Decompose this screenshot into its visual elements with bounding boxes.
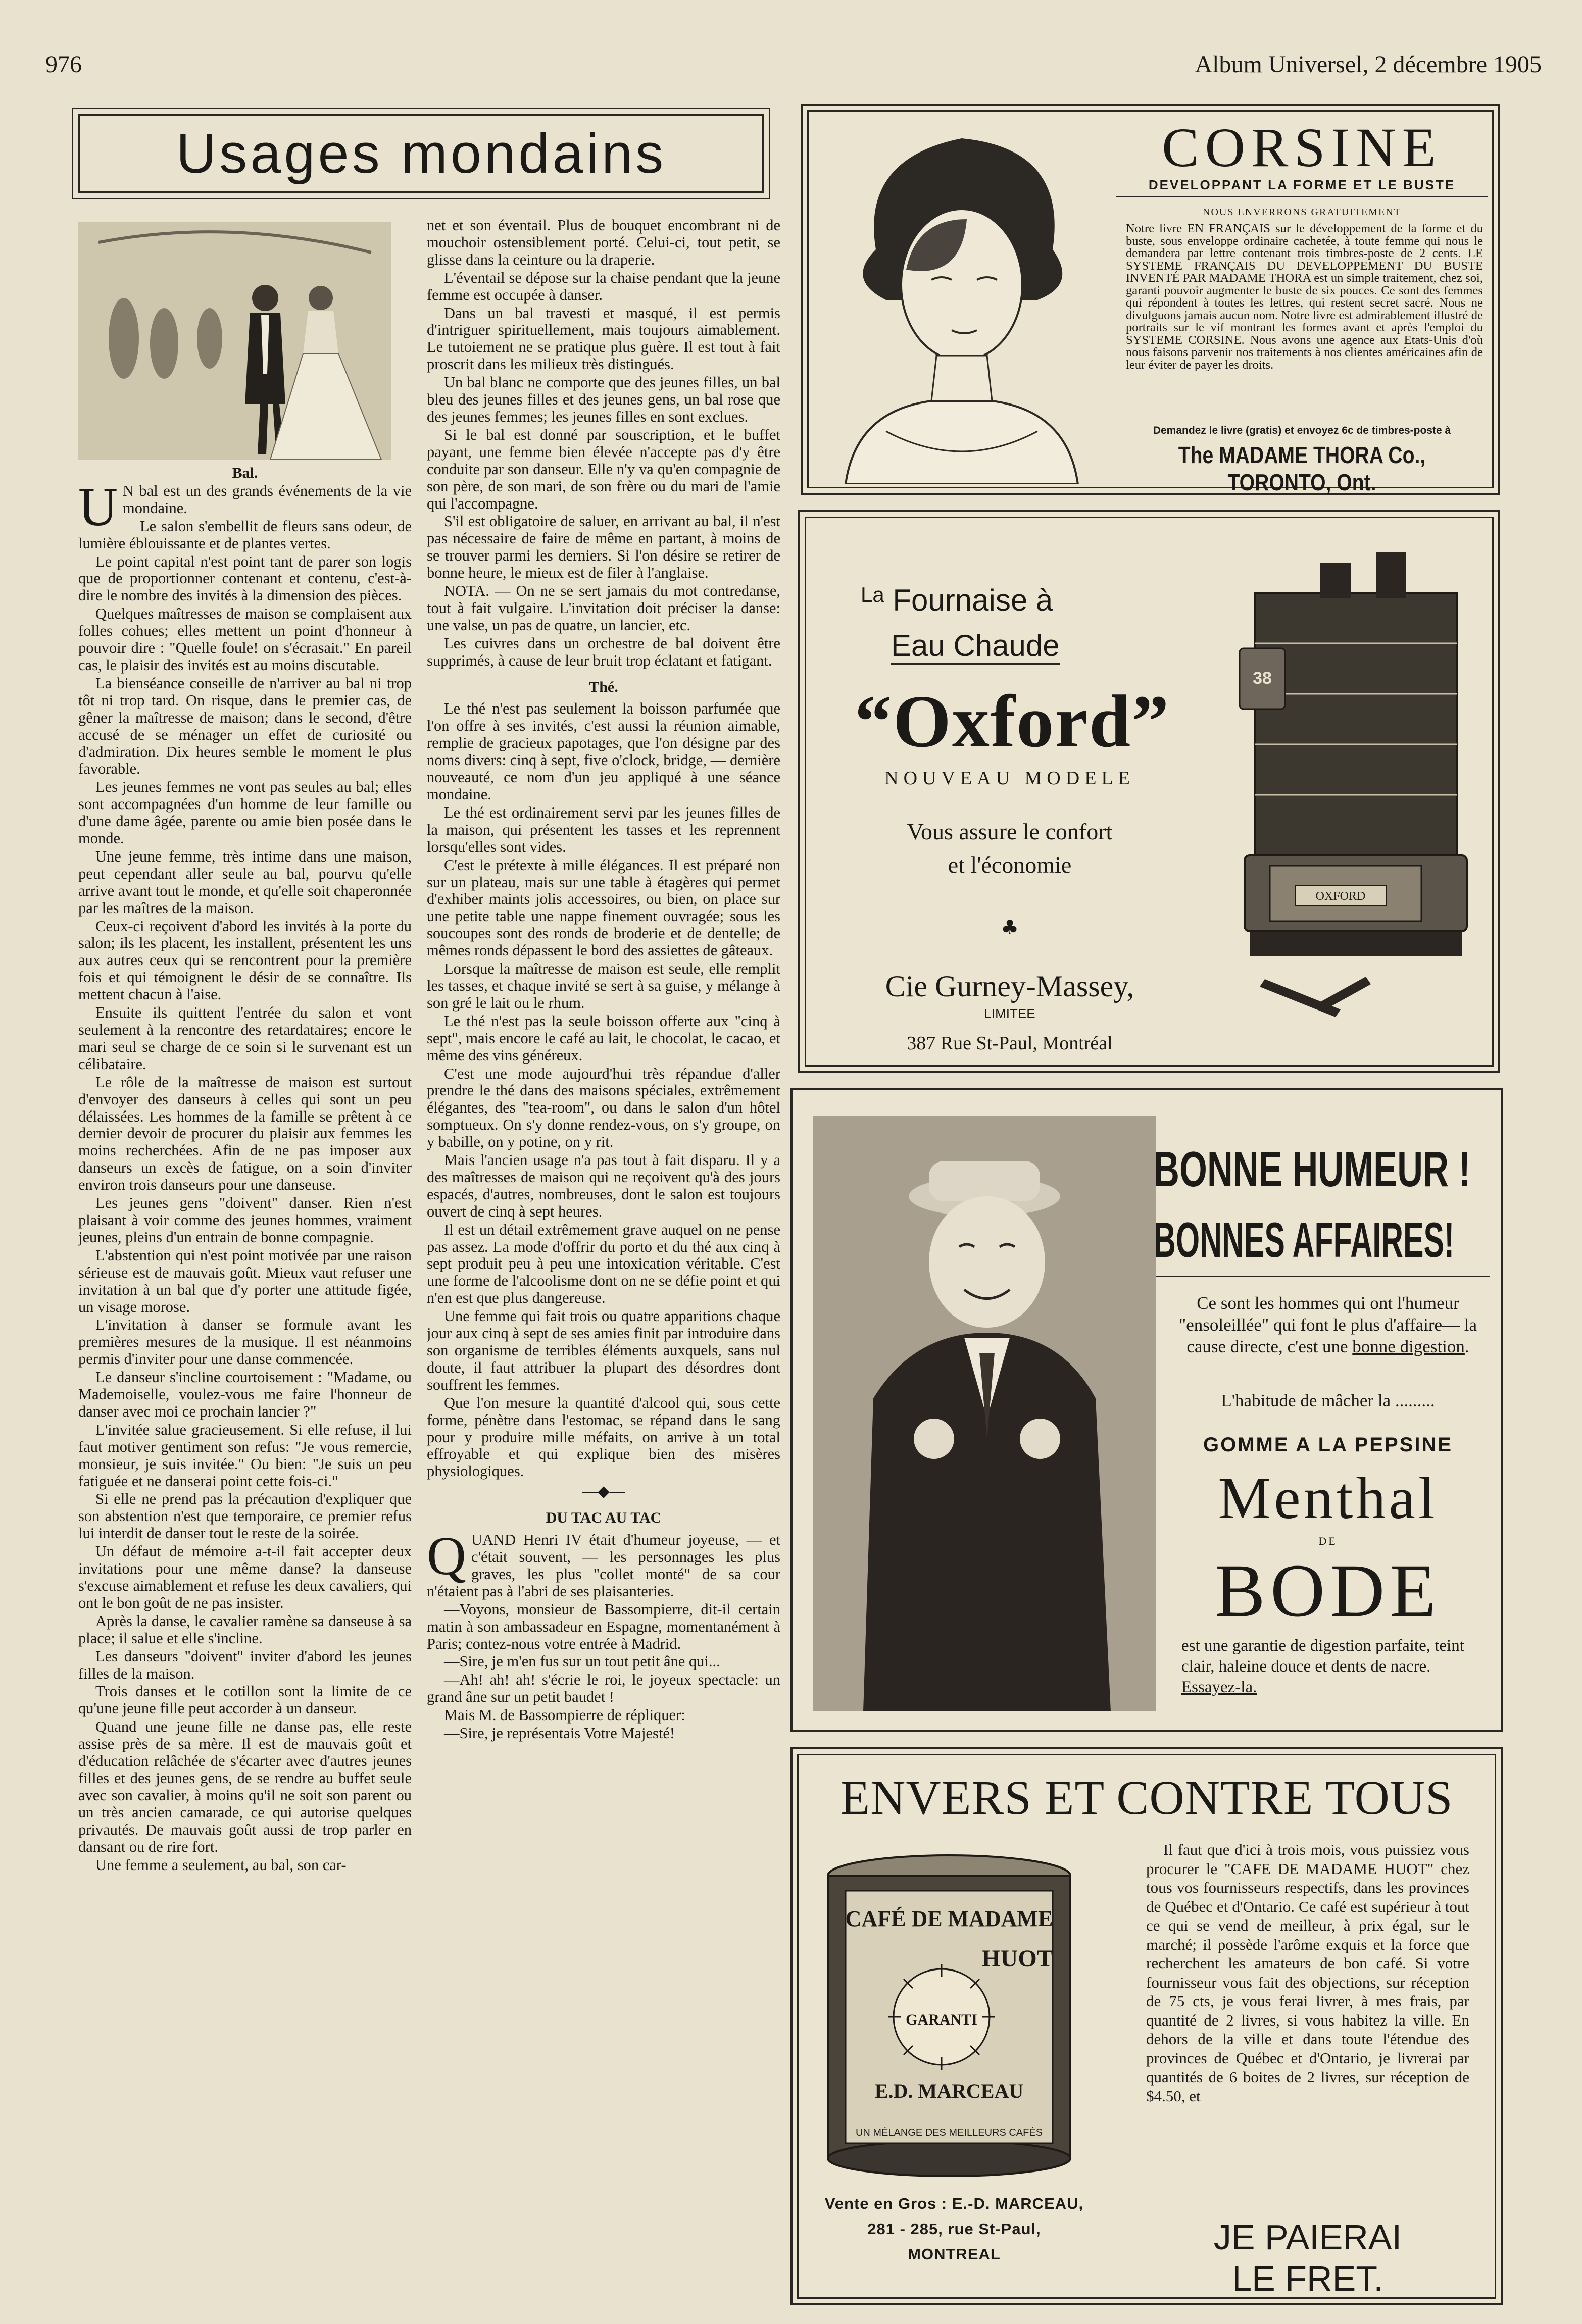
section-ornament: —◆—	[582, 1483, 625, 1500]
paragraph: Mais l'ancien usage n'a pas tout à fait disparu. Il y a des maîtresses de maison qui ne reçoivent qu'à des jours espacés, d'autres, nombreuses, dont le salon est toujours ouvert de cinq à sept heures.	[427, 1151, 780, 1220]
oxford-brand: “Oxford”	[854, 680, 1170, 763]
paragraph: NOTA. — On ne se sert jamais du mot contredanse, tout à fait vulgaire. L'invitation doit préciser la danse: une valse, un pas de quatre, un lancier, etc.	[427, 582, 780, 634]
paragraph: Mais M. de Bassompierre de répliquer:	[444, 1706, 685, 1724]
furnace-number: 38	[1253, 669, 1272, 688]
ad-oxford-furnace	[798, 510, 1500, 1073]
corsine-company: The MADAME THORA Co., TORONTO, Ont.	[1178, 442, 1426, 495]
woman-portrait-illustration	[815, 118, 1108, 484]
paragraph: Si le bal est donné par souscription, et le buffet payant, une femme bien élevée n'accepte pas d'y être conduite par son danseur. Elle n'y va qu'en compagnie de son père, de son mari, de son frère ou du mari de l'amie qui l'accompagne.	[427, 426, 780, 512]
huot-sales-3: MONTREAL	[908, 2245, 1001, 2263]
paragraph: UAND Henri IV était d'humeur joyeuse, — et c'était souvent, — les personnages les plus graves, les plus "collet monté" de sa cour n'étaient pas à l'abri de ses plaisanteries.	[427, 1531, 780, 1600]
huot-sales-1: Vente en Gros : E.-D. MARCEAU,	[824, 2195, 1084, 2212]
paragraph: L'abstention qui n'est point motivée par une raison sérieuse est de mauvais goût. Mieux vaut refuser une invitation à un bal que d'y porter une attitude figée, un visage morose.	[78, 1246, 412, 1316]
can-maker-label: E.D. MARCEAU	[874, 2080, 1024, 2102]
oxford-line-2: Eau Chaude	[891, 628, 1060, 665]
paragraph: Que l'on mesure la quantité d'alcool qui, sous cette forme, pénètre dans l'estomac, se répand dans le sang pour y produire mille méfaits, on arrive à un total effroyable et qui explique bien des misères physiologiques.	[427, 1394, 780, 1480]
ad-bode-gum	[790, 1088, 1503, 1732]
publication-date: Album Universel, 2 décembre 1905	[1195, 51, 1542, 78]
section-heading-the: Thé.	[589, 678, 618, 695]
paragraph: Le thé n'est pas seulement la boisson parfumée que l'on offre à ses invités, c'est aussi la réunion aimable, remplie de gracieux papotages, que l'on désigne par des noms divers: cinq à sept, five o'clock, bridge, — dernière nouveauté, ce nom d'un jeu appliqué à une séance mondaine.	[427, 700, 780, 803]
oxford-fournaise: Fournaise à	[893, 583, 1053, 617]
bode-menthal: Menthal	[1218, 1465, 1438, 1531]
paragraph: Le rôle de la maîtresse de maison est surtout d'envoyer des danseurs à celles qui sont un peu délaissées. Les hommes de la famille se prêtent à ce dernier devoir de procurer du plaisir aux femmes les moins recherchées. Afin de ne pas imposer aux danseurs un excès de fatigue, on a soin d'inviter environ trois danseurs pour une danseuse.	[78, 1073, 412, 1194]
paragraph: Les cuivres dans un orchestre de bal doivent être supprimés, à cause de leur bruit trop éclatant et fatigant.	[427, 634, 780, 669]
paragraph: Dans un bal travesti et masqué, il est permis d'intriguer spirituellement, mais toujours aimablement. Le tutoiement ne se pratique plus guère. Il est tout à fait proscrit dans les milieux très distingués.	[427, 304, 780, 373]
paragraph: Ensuite ils quittent l'entrée du salon et vont seulement à la rencontre des retardataires; encore le mari seul se charge de ce soin si le survenant est un célibataire.	[78, 1004, 412, 1073]
corsine-brand: CORSINE	[1162, 117, 1442, 178]
huot-wholesale	[813, 2191, 1096, 2267]
paragraph: Le point capital n'est point tant de parer son logis que de proportionner contenant et contenu, c'est-à-dire le nombre des invités à la dimension des pièces.	[78, 552, 412, 604]
drop-cap-u: U	[78, 477, 118, 537]
huot-headline: ENVERS ET CONTRE TOUS	[840, 1771, 1453, 1825]
oxford-assure-2: et l'économie	[948, 852, 1072, 878]
paragraph: S'il est obligatoire de saluer, en arrivant au bal, il n'est pas nécessaire de faire de même en partant, à moins de se trouver parmi les derniers. Si l'on désire se retirer de bonne heure, le mieux est de filer à l'anglaise.	[427, 513, 780, 582]
can-mid-label: HUOT	[981, 1945, 1053, 1972]
paragraph: Une jeune femme, très intime dans une maison, peut cependant aller seule au bal, pourvu qu'elle arrive avant tout le monde, et qu'elle soit chaperonnée par les maîtres de la maison.	[78, 847, 412, 917]
article-column-2	[427, 217, 780, 2303]
huot-freight	[1146, 2216, 1469, 2299]
paragraph: Trois danses et le cotillon sont la limite de ce qu'une jeune fille peut accorder à un danseur.	[78, 1683, 412, 1717]
paragraph: —Ah! ah! ah! s'écrie le roi, le joyeux spectacle: un grand âne sur un petit baudet !	[427, 1671, 780, 1706]
paragraph: Après la danse, le cavalier ramène sa danseuse à sa place; il salue et elle s'incline.	[78, 1612, 412, 1647]
bode-p1-a: Ce sont les hommes qui ont l'humeur "ensoleillée" qui font le plus d'affaire— la cause directe, c'est une	[1178, 1293, 1477, 1356]
huot-fret-2: LE FRET.	[1232, 2259, 1383, 2298]
paragraph: Les danseurs "doivent" inviter d'abord les jeunes filles de la maison.	[78, 1647, 412, 1682]
corsine-body: Notre livre EN FRANÇAIS sur le développement de la forme et du buste, sous enveloppe ordinaire cachetée, à toute femme qui nous le demandera par lettre contenant trois timbres-poste de 2 cents. LE SYSTEME FRANÇAIS DU DEVELOPPEMENT DU BUSTE INVENTÉ PAR MADAME THORA est un simple traitement, chez soi, garanti pouvoir augmenter le buste de six pouces. Ce sont des femmes qui répondent à toutes les lettres, qui restent secret sacré. Nous ne divulguons jamais aucun nom. Notre livre est admirablement illustré de portraits sur le vif montrant les formes avant et après l'emploi du SYSTEME CORSINE. Nous avons une agence aux Etats-Unis d'où nous faisons parvenir nos traitements à nos clientes américaines afin de leur éviter de payer les droits.	[1126, 222, 1483, 372]
illustration-caption: Bal.	[232, 465, 258, 481]
paragraph: Ceux-ci reçoivent d'abord les invités à la porte du salon; ils les placent, les installent, présentent les uns aux autres ceux qui se rencontrent pour la première fois et qui témoignent le désir de se connaître. Ils mettent chacun à l'aise.	[78, 917, 412, 1003]
paragraph: L'invitée salue gracieusement. Si elle refuse, il lui faut motiver gentiment son refus: "Je vous remercie, monsieur, je suis invitée." Ou bien: "Je suis un peu fatiguée et ne danserai point cette fois-ci."	[78, 1421, 412, 1490]
oxford-assure	[815, 815, 1204, 882]
bode-paragraph-2: L'habitude de mâcher la .........	[1221, 1391, 1435, 1410]
paragraph: Quelques maîtresses de maison se complaisent aux folles cohues; elles mettent un point d'honneur à pouvoir dire : "Quelle foule! on s'écrasait." En pareil cas, le plaisir des invités est au moins discutable.	[78, 605, 412, 674]
can-top-label: CAFÉ DE MADAME	[845, 1906, 1053, 1931]
page-header	[45, 40, 1542, 91]
huot-sales-2: 281 - 285, rue St-Paul,	[867, 2220, 1041, 2238]
ad-corsine	[801, 104, 1500, 495]
paragraph: L'invitation à danser se formule avant les premières mesures de la musique. Il est néanmoins permis d'inviter pour une danse commencée.	[78, 1316, 412, 1368]
paragraph: Lorsque la maîtresse de maison est seule, elle remplit les tasses, et chaque invité se sert à sa guise, y mélange à son gré le lait ou le rhum.	[427, 960, 780, 1012]
bode-gomme: GOMME A LA PEPSINE	[1203, 1434, 1453, 1456]
paragraph: Une femme qui fait trois ou quatre apparitions chaque jour aux cinq à sept de ses amies finit par introduire dans son organisme de terribles éléments auxquels, sans nul doute, il faut attribuer la plupart des désordres dont souffrent les femmes.	[427, 1307, 780, 1393]
bode-brand: BODE	[1214, 1549, 1442, 1633]
bode-de: DE	[1318, 1535, 1338, 1547]
paragraph: C'est le prétexte à mille élégances. Il est préparé non sur un plateau, mais sur une table à étagères qui permet d'exhiber maints jolis accessoires, ou bien, on place sur une petite table une nappe finement ouvragée; sous les soucoupes sont des ronds de broderie et de dentelle; de mêmes ronds dépassent le bord des assiettes de gâteaux.	[427, 856, 780, 959]
oxford-limited: LIMITEE	[984, 1006, 1035, 1021]
oxford-line-1	[861, 583, 1214, 618]
corsine-call-to-action: Demandez le livre (gratis) et envoyez 6c de timbres-poste à	[1153, 425, 1451, 436]
ballroom-illustration	[78, 222, 391, 460]
can-bottom-label: UN MÉLANGE DES MEILLEURS CAFÉS	[855, 2127, 1043, 2138]
bode-paragraph-1	[1176, 1292, 1479, 1357]
drop-cap-q: Q	[427, 1526, 466, 1587]
bode-divider	[1156, 1275, 1490, 1277]
paragraph: Le thé est ordinairement servi par les jeunes filles de la maison, qui présentent les tasses et les reprennent lorsqu'elles sont vides.	[427, 803, 780, 855]
huot-body: Il faut que d'ici à trois mois, vous puissiez vous procurer le "CAFE DE MADAME HUOT" chez tous vos fournisseurs respectifs, dans les provinces de Québec et d'Ontario. Ce café est supérieur à tout ce qui se vend de meilleur, à prix égal, sur le marché; il possède l'arôme exquis et la force que recherchent les amateurs de bon café. Si votre fournisseur vous fait des objections, sur réception de 75 cts, je vous ferai livrer, à mes frais, par quantité de 2 livres, si vous habitez la ville. En dehors de la ville et dans toute l'étendue des provinces de Québec et d'Ontario, je livrerai par quantités de 6 boites de 2 livres, sur réception de $4.50, et	[1146, 1841, 1469, 2105]
paragraph: Il est un détail extrêmement grave auquel on ne pense pas assez. La mode d'offrir du porto et du thé aux cinq à sept produit peu à peu une intoxication véritable. C'est une forme de l'alcoolisme dont on ne se défie point et qui n'en est que plus dangereuse.	[427, 1221, 780, 1307]
paragraph: Un défaut de mémoire a-t-il fait accepter deux invitations pour une même danse? la danseuse s'excuse aimablement et refuse les deux cavaliers, qui ont le bon goût de ne pas insister.	[78, 1543, 412, 1611]
oxford-ornament-icon: ♣	[1001, 916, 1019, 939]
paragraph: Les jeunes femmes ne vont pas seules au bal; elles sont accompagnées d'un homme de leur famille ou d'une dame âgée, parente ou amie bien posée dans le monde.	[78, 778, 412, 847]
paragraph: Un bal blanc ne comporte que des jeunes filles, un bal bleu des jeunes filles et des jeunes gens, un bal rose que des jeunes femmes; les jeunes filles en sont exclues.	[427, 374, 780, 425]
paragraph: C'est une mode aujourd'hui très répandue d'aller prendre le thé dans des maisons spéciales, extrêmement élégantes, des "tea-room", ou dans le salon d'un hôtel somptueux. On s'y donne rendez-vous, on s'y groupe, on y babille, on y potine, on y rit.	[427, 1065, 780, 1151]
paragraph: La bienséance conseille de n'arriver au bal ni trop tôt ni trop tard. On risque, dans le premier cas, de gêner la maîtresse de maison; dans le second, d'être accusé de se ménager un effet de curiosité ou d'admiration. Dix heures semble le moment le plus favorable.	[78, 674, 412, 778]
oxford-assure-1: Vous assure le confort	[907, 819, 1113, 844]
paragraph: Le salon s'embellit de fleurs sans odeur, de lumière éblouissante et de plantes vertes.	[78, 517, 412, 552]
paragraph: —Sire, je représentais Votre Majesté!	[444, 1725, 675, 1742]
paragraph: net et son éventail. Plus de bouquet encombrant ni de mouchoir ostensiblement porté. Celui-ci, tout petit, se glisse dans la ceinture ou la draperie.	[427, 217, 780, 268]
bode-p3-b: Essayez-la.	[1181, 1678, 1257, 1696]
bode-p3-a: est une garantie de digestion parfaite, teint clair, haleine douce et dents de nacre.	[1181, 1637, 1464, 1676]
bode-headline-1: BONNE HUMEUR !	[1154, 1141, 1471, 1197]
bode-headline-2: BONNES AFFAIRES!	[1154, 1212, 1455, 1268]
paragraph: —Sire, je m'en fus sur un tout petit âne qui...	[444, 1653, 720, 1671]
furnace-illustration	[1219, 532, 1482, 1063]
corsine-free-notice: NOUS ENVERRONS GRATUITEMENT	[1203, 207, 1401, 218]
paragraph: Quand une jeune fille ne danse pas, elle reste assise près de sa mère. Il est de mauvais goût et d'éducation relâchée de s'écarter avec d'autres jeunes filles et des jeunes gens, de se rendre au buffet seule avec son cavalier, à moins qu'il ne soit son parent ou un très ancien camarade, ce qui autorise quelques privautés. De mauvais goût aussi de trop parler en dansant ou de rire fort.	[78, 1718, 412, 1855]
man-portrait-photo	[813, 1116, 1156, 1711]
oxford-model: NOUVEAU MODELE	[884, 768, 1135, 789]
bode-p1-b: bonne digestion	[1352, 1337, 1465, 1356]
huot-fret-1: JE PAIERAI	[1213, 2217, 1402, 2257]
section-heading-tac: DU TAC AU TAC	[546, 1509, 662, 1527]
can-garanti-label: GARANTI	[906, 2011, 977, 2028]
paragraph: Les jeunes gens "doivent" danser. Rien n'est plaisant à voir comme des jeunes hommes, vraiment jeunes, pleins d'un entrain de bonne compagnie.	[78, 1194, 412, 1246]
paragraph: Une femme a seulement, au bal, son car-	[95, 1856, 347, 1874]
bode-paragraph-3	[1181, 1636, 1485, 1698]
paragraph: Le thé n'est pas la seule boisson offerte aux "cinq à sept", mais encore le café au lait, le chocolat, le cacao, et même des vins généreux.	[427, 1012, 780, 1064]
article-title-box	[78, 114, 764, 193]
article-title: Usages mondains	[176, 122, 667, 185]
furnace-plate: OXFORD	[1315, 890, 1366, 903]
coffee-can-illustration	[815, 1850, 1083, 2179]
oxford-la: La	[861, 583, 884, 607]
page-number: 976	[45, 51, 82, 78]
paragraph: Si elle ne prend pas la précaution d'expliquer que son abstention n'est que temporaire, ce premier refus lui interdit de danser tout le reste de la soirée.	[78, 1490, 412, 1542]
oxford-address: 387 Rue St-Paul, Montréal	[907, 1033, 1113, 1054]
paragraph: Le danseur s'incline courtoisement : "Madame, ou Mademoiselle, voulez-vous me faire l'honneur de danser avec moi ce prochain lancier ?"	[78, 1369, 412, 1420]
paragraph: L'éventail se dépose sur la chaise pendant que la jeune femme est occupée à danser.	[427, 269, 780, 304]
ad-cafe-huot	[790, 1747, 1503, 2305]
corsine-tagline: DEVELOPPANT LA FORME ET LE BUSTE	[1116, 177, 1488, 197]
oxford-company: Cie Gurney-Massey,	[885, 970, 1134, 1003]
paragraph: N bal est un des grands événements de la vie mondaine.	[123, 482, 412, 517]
paragraph: —Voyons, monsieur de Bassompierre, dit-il certain matin à son ambassadeur en Espagne, momentanément à Paris; contez-nous votre entrée à Madrid.	[427, 1600, 780, 1652]
article-column-1	[78, 222, 412, 2303]
bode-p1-c: .	[1464, 1337, 1469, 1356]
